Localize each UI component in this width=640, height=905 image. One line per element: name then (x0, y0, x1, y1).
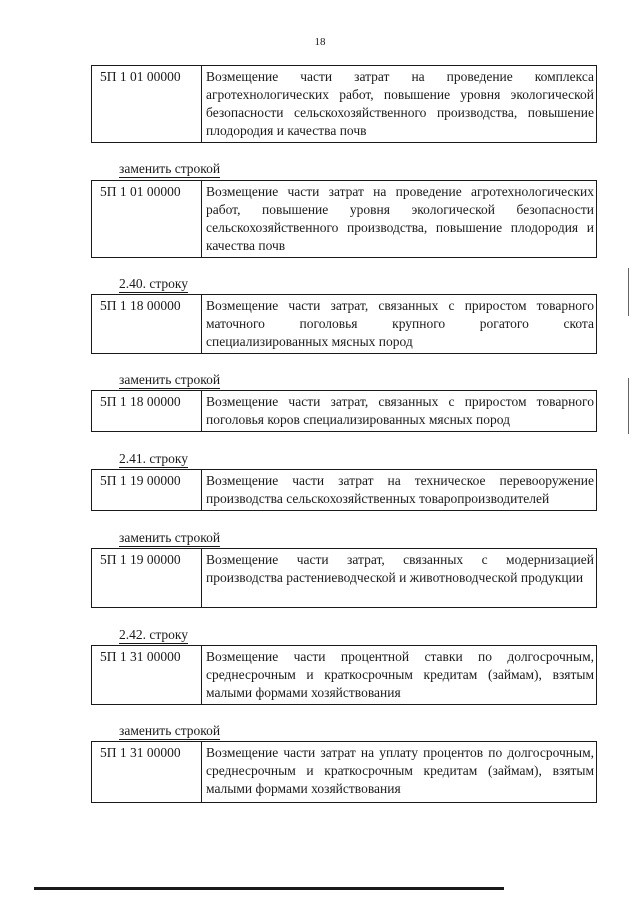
table-row (91, 180, 597, 258)
budget-code: 5П 1 01 00000 (92, 66, 202, 142)
budget-code: 5П 1 31 00000 (92, 742, 202, 802)
page-number: 18 (314, 36, 326, 48)
caption-text: заменить строкой (119, 161, 221, 176)
bottom-rule (34, 887, 504, 890)
row-description: Возмещение части затрат, связанных с приростом товарного маточного поголовья крупного рогатого скота специализированных мясных пород (206, 298, 594, 349)
caption-text: 2.41. строку (119, 451, 189, 466)
table-row (91, 469, 597, 511)
table-row (91, 741, 597, 803)
row-description: Возмещение части процентной ставки по долгосрочным, среднесрочным и краткосрочным кредитам (займам), взятым малыми формами хозяйствования (206, 649, 594, 700)
row-description: Возмещение части затрат на уплату процентов по долгосрочным, среднесрочным и краткосрочным кредитам (займам), взятым малыми формами хозяйствования (206, 745, 594, 796)
scan-margin-mark (628, 268, 629, 316)
caption-text: заменить строкой (119, 530, 221, 545)
row-description: Возмещение части затрат, связанных с модернизацией производства растениеводческой и животноводческой продукции (206, 552, 594, 585)
caption-text: заменить строкой (119, 723, 221, 738)
section-caption (119, 161, 220, 177)
table-row (91, 390, 597, 432)
scan-margin-mark (628, 378, 629, 434)
row-description: Возмещение части затрат, связанных с приростом товарного поголовья коров специализированных мясных пород (206, 394, 594, 427)
table-row (91, 65, 597, 143)
section-caption (119, 530, 220, 546)
section-caption (119, 276, 188, 292)
budget-code: 5П 1 01 00000 (92, 181, 202, 257)
table-row (91, 294, 597, 354)
caption-text: 2.40. строку (119, 276, 189, 291)
section-caption (119, 372, 220, 388)
budget-code: 5П 1 18 00000 (92, 295, 202, 353)
section-caption (119, 627, 188, 643)
caption-text: 2.42. строку (119, 627, 189, 642)
budget-code: 5П 1 19 00000 (92, 549, 202, 607)
budget-code: 5П 1 19 00000 (92, 470, 202, 510)
budget-code: 5П 1 31 00000 (92, 646, 202, 704)
table-row (91, 645, 597, 705)
section-caption (119, 451, 188, 467)
table-row (91, 548, 597, 608)
section-caption (119, 723, 220, 739)
row-description: Возмещение части затрат на техническое перевооружение производства сельскохозяйственных товаропроизводителей (206, 473, 594, 506)
row-description: Возмещение части затрат на проведение комплекса агротехнологических работ, повышение уровня экологической безопасности сельскохозяйственного производства, повышение плодородия и качества почв (206, 69, 594, 138)
caption-text: заменить строкой (119, 372, 221, 387)
budget-code: 5П 1 18 00000 (92, 391, 202, 431)
row-description: Возмещение части затрат на проведение агротехнологических работ, повышение уровня экологической безопасности сельскохозяйственного производства, повышение плодородия и качества почв (206, 184, 594, 253)
